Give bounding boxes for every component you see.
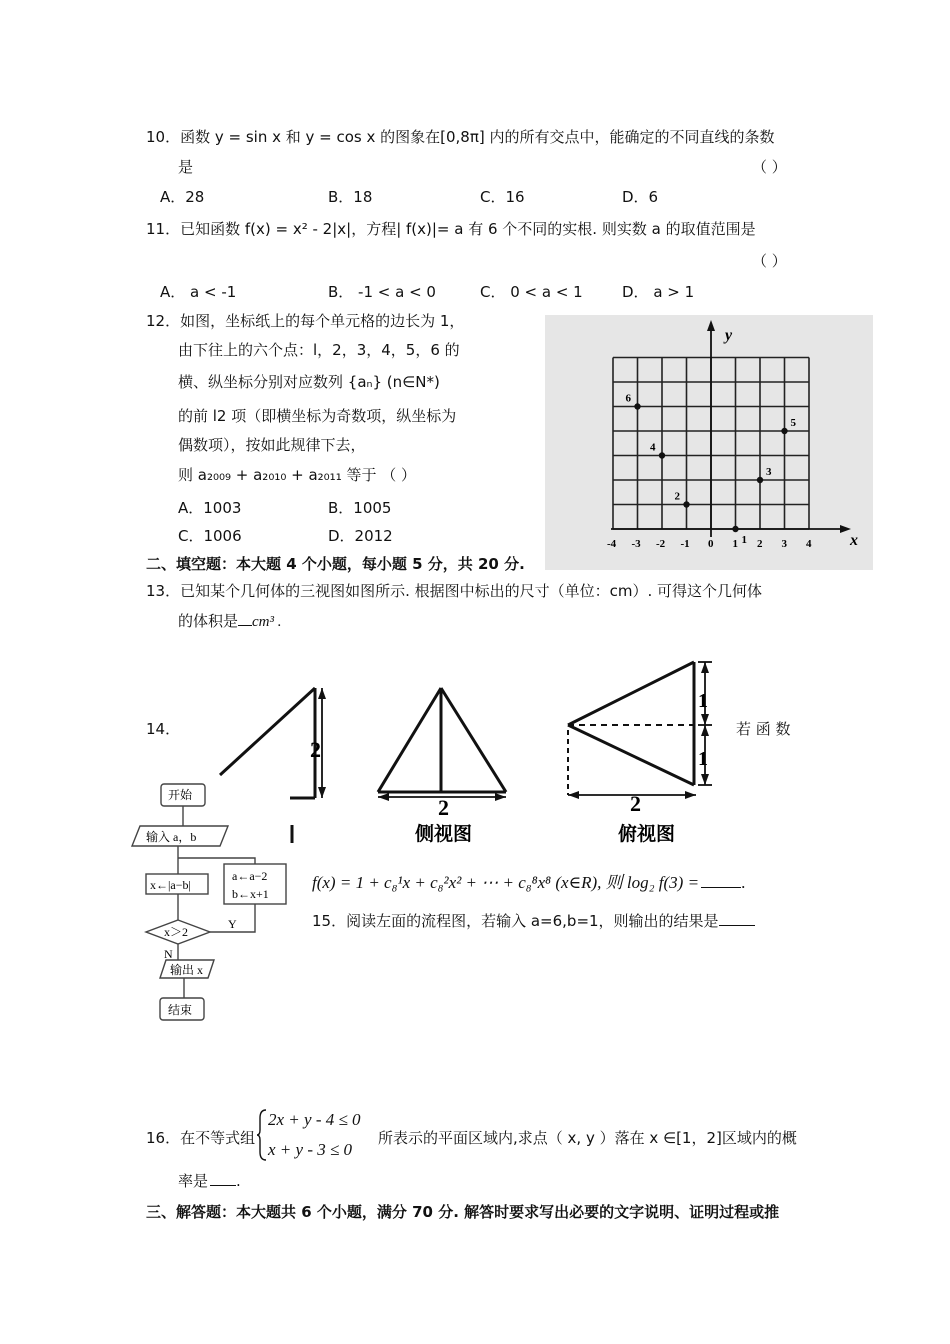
x-tick-label: -2 <box>656 538 666 550</box>
flow-end-label: 结束 <box>168 1003 193 1017</box>
graph-point-label: 2 <box>674 490 680 503</box>
q16-line2a: 率是 <box>178 1172 209 1190</box>
flow-cond-label: x＞2 <box>164 925 189 939</box>
q10-line2: 是 <box>178 158 194 176</box>
q13-answer-blank <box>238 611 252 626</box>
flow-loop-label-2: b←x+1 <box>232 887 269 901</box>
q16-line2b: . <box>236 1172 241 1190</box>
q16-prefix: 16．在不等式组 <box>146 1129 256 1147</box>
graph-point <box>732 526 738 532</box>
graph-point-label: 5 <box>790 417 796 429</box>
graph-point-label: 1 <box>741 534 747 546</box>
side-view <box>378 688 506 801</box>
q10-line1: 10．函数 y = sin x 和 y = cos x 的图象在[0,8π] 内的所有交点中，能确定的不同直线的条数 <box>146 128 775 146</box>
x-tick-label: 3 <box>781 538 787 550</box>
flow-output-label: 输出 x <box>170 963 204 977</box>
flow-input-label: 输入 a，b <box>146 830 197 844</box>
q12-option-a: A．1003 <box>178 499 242 517</box>
q13-volume-label: 的体积是 <box>178 612 239 630</box>
q12-option-d: D．2012 <box>328 527 393 545</box>
top-lower-label: 1 <box>698 748 708 770</box>
q12-line-2: 由下往上的六个点：l，2，3，4，5，6 的 <box>178 341 460 359</box>
graph-point <box>781 428 787 434</box>
q12-line-6: 则 a₂₀₀₉ + a₂₀₁₀ + a₂₀₁₁ 等于 （ ） <box>178 466 417 484</box>
q16-line2 <box>178 1170 241 1191</box>
q15-line <box>312 910 755 931</box>
q12-coordinate-graph <box>545 315 873 570</box>
x-tick-label: -3 <box>631 538 641 550</box>
q14-label: 14． <box>146 720 181 738</box>
graph-point <box>659 452 665 458</box>
q14-answer-blank <box>701 873 741 888</box>
x-tick-label: 4 <box>806 538 812 550</box>
q15-text: 15．阅读左面的流程图，若输入 a=6,b=1，则输出的结果是 <box>312 912 719 930</box>
q11-line1: 11．已知函数 f(x) = x² - 2|x|，方程| f(x)|= a 有 6 个不同的实根. 则实数 a 的取值范围是 <box>146 220 756 238</box>
q16-middle: 所表示的平面区域内,求点（ x, y ）落在 x ∈[1，2]区域内的概 <box>378 1129 797 1147</box>
q10-option-d: D．6 <box>622 188 659 206</box>
q12-line-1: 12．如图，坐标纸上的每个单元格的边长为 1， <box>146 312 465 330</box>
q14-end: . <box>741 873 746 892</box>
graph-point <box>757 477 763 483</box>
q12-option-b: B．1005 <box>328 499 392 517</box>
q16-ineq1: 2x + y - 4 ≤ 0 <box>268 1110 361 1129</box>
q14-formula-line <box>312 868 745 893</box>
graph-point-label: 6 <box>625 392 631 405</box>
q12-option-c: C．1006 <box>178 527 242 545</box>
top-base-label: 2 <box>630 791 641 816</box>
section2-heading: 二、填空题：本大题 4 个小题，每小题 5 分，共 20 分. <box>146 555 525 573</box>
graph-x-label: x <box>850 532 858 549</box>
q16-answer-blank <box>210 1171 236 1186</box>
side-view-caption: 侧视图 <box>415 823 473 845</box>
x-tick-label: -1 <box>680 538 690 550</box>
graph-y-label: y <box>725 327 733 344</box>
q16-brace <box>256 1108 268 1162</box>
q16-ineq2: x + y - 3 ≤ 0 <box>268 1140 353 1159</box>
q13-line1: 13．已知某个几何体的三视图如图所示. 根据图中标出的尺寸（单位：cm）. 可得这个几何体 <box>146 582 763 600</box>
q14-formula: f(x) = 1 + c₈¹x + c₈²x² + ⋯ + c₈⁸x⁸ (x∈R), 则 log₂ f(3) = <box>312 873 700 892</box>
q12-line-3: 横、纵坐标分别对应数列 {aₙ} (n∈N*) <box>178 373 440 391</box>
q11-paren: （ ） <box>752 252 787 270</box>
q13-unit: cm³ . <box>252 614 282 630</box>
q10-paren: （ ） <box>752 158 787 176</box>
flow-yes-label: Y <box>228 917 237 931</box>
graph-point-label: 4 <box>650 441 656 454</box>
q10-option-b: B．18 <box>328 188 373 206</box>
top-view <box>568 662 712 799</box>
graph-point-label: 3 <box>766 466 772 478</box>
x-tick-label: 1 <box>732 538 738 550</box>
q14-tail: 若 函 数 <box>736 720 791 738</box>
top-view-caption: 俯视图 <box>618 823 676 845</box>
x-tick-label: 2 <box>757 538 763 550</box>
q11-option-a: A． a < -1 <box>160 283 237 301</box>
section3-heading: 三、解答题：本大题共 6 个小题，满分 70 分. 解答时要求写出必要的文字说明、证明过程或推 <box>146 1203 780 1221</box>
q13-line2 <box>178 610 282 631</box>
graph-point <box>634 403 640 409</box>
flowchart <box>128 778 298 1028</box>
x-tick-label: -4 <box>607 538 617 550</box>
flow-assign-label: x←|a−b| <box>150 878 191 892</box>
flow-no-label: N <box>164 947 173 961</box>
q12-line-4: 的前 l2 项（即横坐标为奇数项，纵坐标为 <box>178 407 457 425</box>
q11-option-c: C． 0 < a < 1 <box>480 283 583 301</box>
q15-answer-blank <box>719 911 755 926</box>
q11-option-d: D． a > 1 <box>622 283 695 301</box>
flow-loop-label-1: a←a−2 <box>232 869 268 883</box>
front-height-label: 2 <box>310 737 321 762</box>
side-base-label: 2 <box>438 795 449 820</box>
q10-option-a: A．28 <box>160 188 205 206</box>
q11-option-b: B． -1 < a < 0 <box>328 283 436 301</box>
q12-line-5: 偶数项），按如此规律下去， <box>178 436 366 454</box>
q10-option-c: C．16 <box>480 188 525 206</box>
graph-point <box>683 501 689 507</box>
flow-start-label: 开始 <box>168 788 193 802</box>
x-tick-label: 0 <box>708 538 714 550</box>
top-upper-label: 1 <box>698 690 708 712</box>
